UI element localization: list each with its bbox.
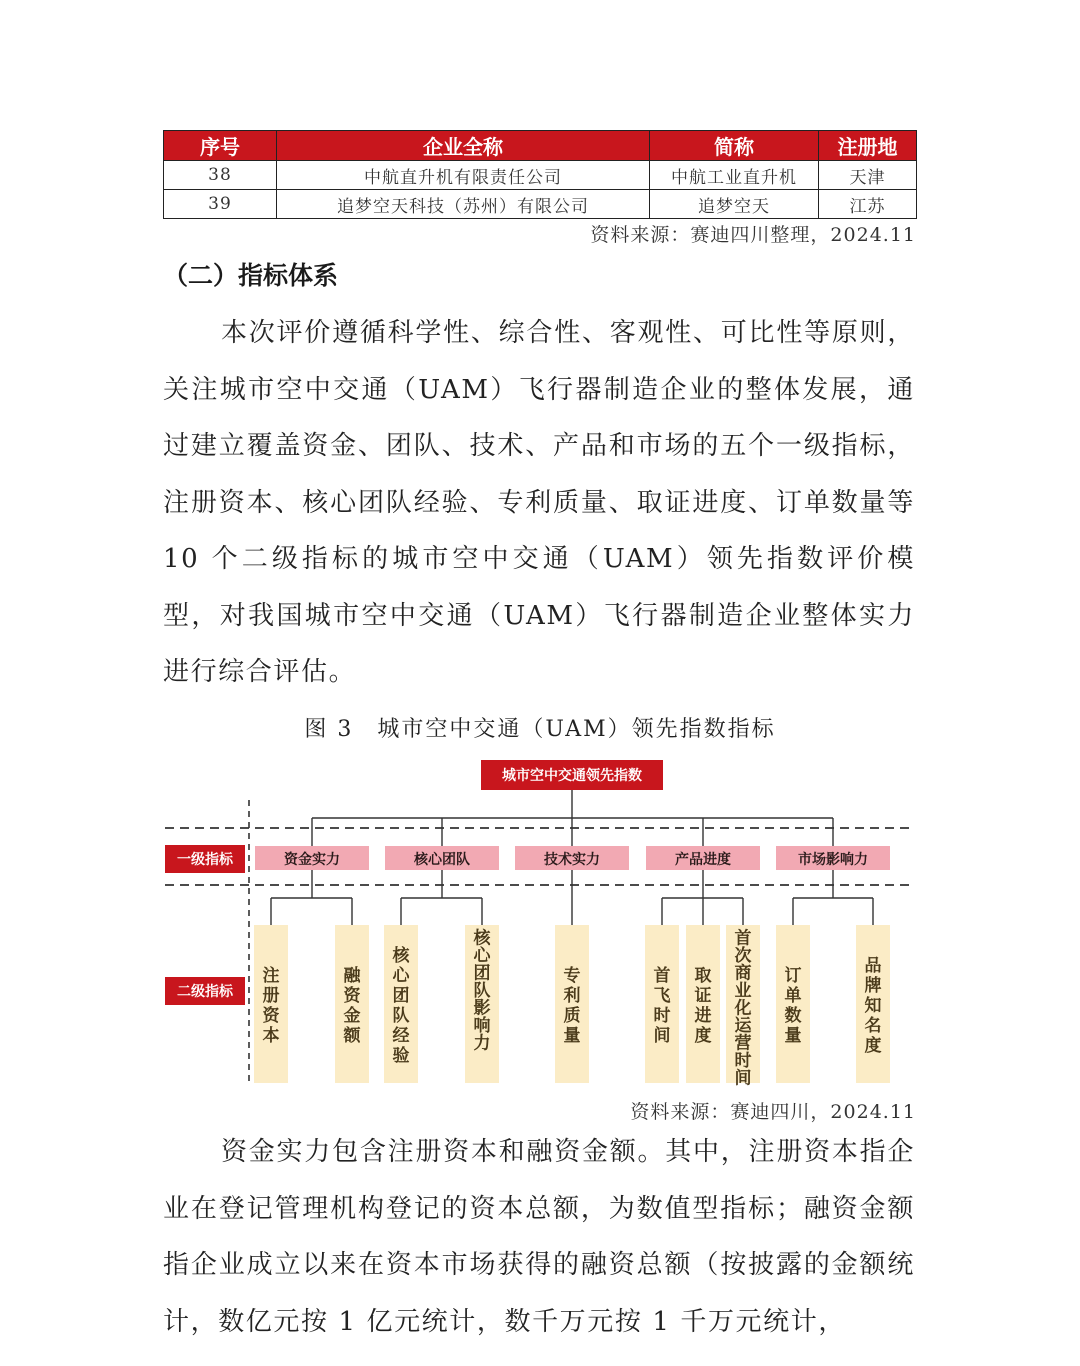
level1-node-label: 技术实力 [544,852,600,868]
level2-node-label: 核心团队经验 [392,946,410,1066]
cell-location: 天津 [819,161,917,190]
paragraph-funding: 资金实力包含注册资本和融资金额。其中，注册资本指企业在登记管理机构登记的资本总额，为数值型指标；融资金额指企业成立以来在资本市场获得的融资总额（按披露的金额统计，数亿元按 1 亿元统计，数千万元按 1 千万元统计， [163,1137,915,1337]
level1-node-label: 资金实力 [284,852,340,868]
section-heading: （二）指标体系 [163,261,339,290]
level2-label: 二级指标 [177,984,233,1000]
level2-node [254,925,288,1083]
cell-shortname: 中航工业直升机 [650,161,819,190]
level2-node [686,925,720,1083]
level2-node [384,925,418,1083]
col-header-shortname: 简称 [650,131,819,161]
level2-node [335,925,369,1083]
level1-node-label: 产品进度 [675,852,731,868]
level1-node [255,846,369,870]
level2-node [726,925,760,1089]
level2-node-label: 首飞时间 [653,966,671,1046]
cell-shortname: 追梦空天 [650,190,819,219]
level1-node [776,846,890,870]
col-header-index: 序号 [164,131,277,161]
level2-node [555,925,589,1083]
level1-node [646,846,760,870]
level1-node-label: 核心团队 [414,852,470,868]
level2-node [465,925,499,1083]
cell-fullname: 追梦空天科技（苏州）有限公司 [277,190,650,219]
level2-node-label: 首次商业化运营时间 [734,928,752,1089]
level1-node [385,846,499,870]
level1-node [515,846,629,870]
level2-node [776,925,810,1083]
level2-node [645,925,679,1083]
col-header-location: 注册地 [819,131,917,161]
level2-node-label: 订单数量 [784,966,802,1046]
cell-fullname: 中航直升机有限责任公司 [277,161,650,190]
root-node-label: 城市空中交通领先指数 [502,768,642,784]
level2-node-label: 注册资本 [262,966,280,1046]
level1-label: 一级指标 [177,852,233,868]
table-source: 资料来源：赛迪四川整理，2024.11 [590,224,916,246]
col-header-fullname: 企业全称 [277,131,650,161]
figure-source: 资料来源：赛迪四川，2024.11 [630,1101,916,1123]
figure-title: 图 3 城市空中交通（UAM）领先指数指标 [304,717,776,742]
cell-location: 江苏 [819,190,917,219]
level2-node-label: 取证进度 [694,966,712,1046]
cell-index: 39 [164,190,277,219]
paragraph-intro: 本次评价遵循科学性、综合性、客观性、可比性等原则，关注城市空中交通（UAM）飞行器制造企业的整体发展，通过建立覆盖资金、团队、技术、产品和市场的五个一级指标，注册资本、核心团队经验、专利质量、取证进度、订单数量等 10 个二级指标的城市空中交通（UAM）领先指数评价模型，对我国城市空中交通（UAM）飞行器制造企业整体实力进行综合评估。 [163,318,915,687]
level2-node-label: 专利质量 [563,966,581,1046]
level2-node-label: 融资金额 [343,966,361,1046]
level1-node-label: 市场影响力 [798,852,868,868]
level2-node-label: 核心团队影响力 [473,928,491,1054]
level2-node [856,925,890,1083]
level2-node-label: 品牌知名度 [864,956,882,1056]
cell-index: 38 [164,161,277,190]
level2-nodes [254,925,890,1089]
